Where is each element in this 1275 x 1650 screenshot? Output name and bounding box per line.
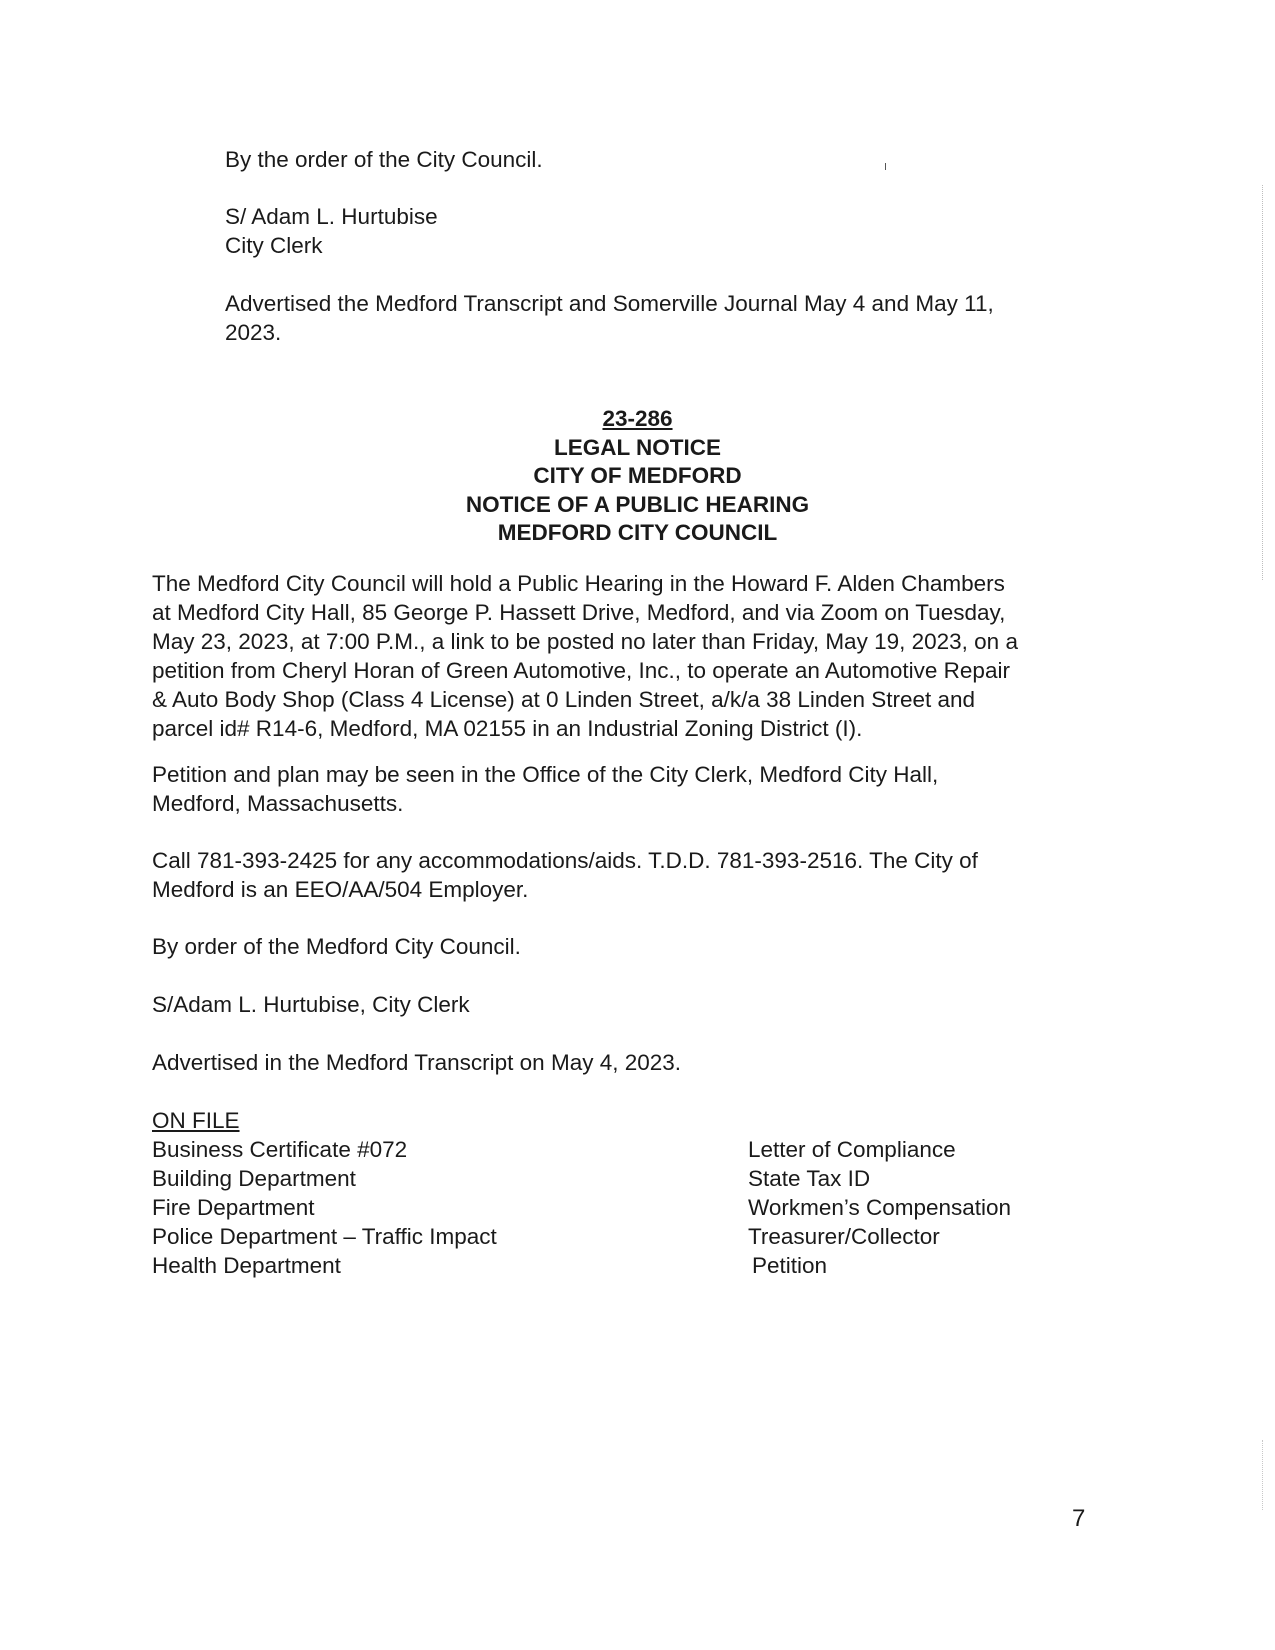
on-file-item: Building Department bbox=[152, 1166, 356, 1191]
accommodations-paragraph bbox=[152, 846, 1112, 904]
on-file-item: Police Department – Traffic Impact bbox=[152, 1224, 497, 1249]
first-order-line: By the order of the City Council. bbox=[225, 147, 543, 172]
hearing-line: at Medford City Hall, 85 George P. Hassett Drive, Medford, and via Zoom on Tuesday, bbox=[152, 600, 1006, 625]
notice-number: 23-286 bbox=[602, 406, 673, 431]
on-file-item: Letter of Compliance bbox=[748, 1137, 956, 1162]
council-order-line: By order of the Medford City Council. bbox=[152, 934, 521, 959]
advertised-line: Advertised in the Medford Transcript on May 4, 2023. bbox=[152, 1050, 682, 1075]
hearing-line: & Auto Body Shop (Class 4 License) at 0 Linden Street, a/k/a 38 Linden Street and bbox=[152, 687, 976, 712]
on-file-title bbox=[152, 1106, 1112, 1135]
petition-line: Medford, Massachusetts. bbox=[152, 791, 404, 816]
notice-heading bbox=[300, 405, 975, 548]
petition-line: Petition and plan may be seen in the Office of the City Clerk, Medford City Hall, bbox=[152, 762, 939, 787]
on-file-left-list bbox=[152, 1135, 652, 1280]
hearing-paragraph bbox=[152, 569, 1112, 743]
page-number: 7 bbox=[1072, 1505, 1086, 1532]
hearing-line: petition from Cheryl Horan of Green Automotive, Inc., to operate an Automotive Repair bbox=[152, 658, 1010, 683]
on-file-right-list bbox=[748, 1135, 1148, 1280]
hearing-line: May 23, 2023, at 7:00 P.M., a link to be posted no later than Friday, May 19, 2023, on a bbox=[152, 629, 1018, 654]
scan-edge-marks bbox=[1262, 185, 1264, 580]
first-advertised-line-1: Advertised the Medford Transcript and Somerville Journal May 4 and May 11, bbox=[225, 291, 994, 316]
on-file-item: Treasurer/Collector bbox=[748, 1224, 940, 1249]
clerk-signature: S/Adam L. Hurtubise, City Clerk bbox=[152, 992, 470, 1017]
scan-edge-marks-lower bbox=[1262, 1440, 1264, 1510]
heading-public-hearing: NOTICE OF A PUBLIC HEARING bbox=[465, 491, 810, 517]
on-file-item: State Tax ID bbox=[748, 1166, 871, 1191]
heading-council: MEDFORD CITY COUNCIL bbox=[497, 520, 778, 545]
petition-paragraph bbox=[152, 760, 1112, 818]
accommodations-line: Call 781-393-2425 for any accommodations/aids. T.D.D. 781-393-2516. The City of bbox=[152, 848, 978, 873]
first-signature-name: S/ Adam L. Hurtubise bbox=[225, 204, 438, 229]
heading-legal-notice: LEGAL NOTICE bbox=[553, 434, 722, 460]
on-file-item: Petition bbox=[752, 1253, 828, 1278]
first-signature-title: City Clerk bbox=[225, 233, 323, 258]
accommodations-line: Medford is an EEO/AA/504 Employer. bbox=[152, 877, 529, 902]
on-file-heading: ON FILE bbox=[152, 1108, 240, 1133]
heading-city: CITY OF MEDFORD bbox=[533, 463, 742, 488]
hearing-line: The Medford City Council will hold a Public Hearing in the Howard F. Alden Chambers bbox=[152, 571, 1005, 596]
on-file-item: Business Certificate #072 bbox=[152, 1137, 408, 1162]
on-file-item: Health Department bbox=[152, 1253, 341, 1278]
first-advertised-line-2: 2023. bbox=[225, 320, 282, 345]
on-file-item: Workmen’s Compensation bbox=[748, 1195, 1012, 1220]
hearing-line: parcel id# R14-6, Medford, MA 02155 in an Industrial Zoning District (I). bbox=[152, 716, 863, 741]
on-file-item: Fire Department bbox=[152, 1195, 315, 1220]
